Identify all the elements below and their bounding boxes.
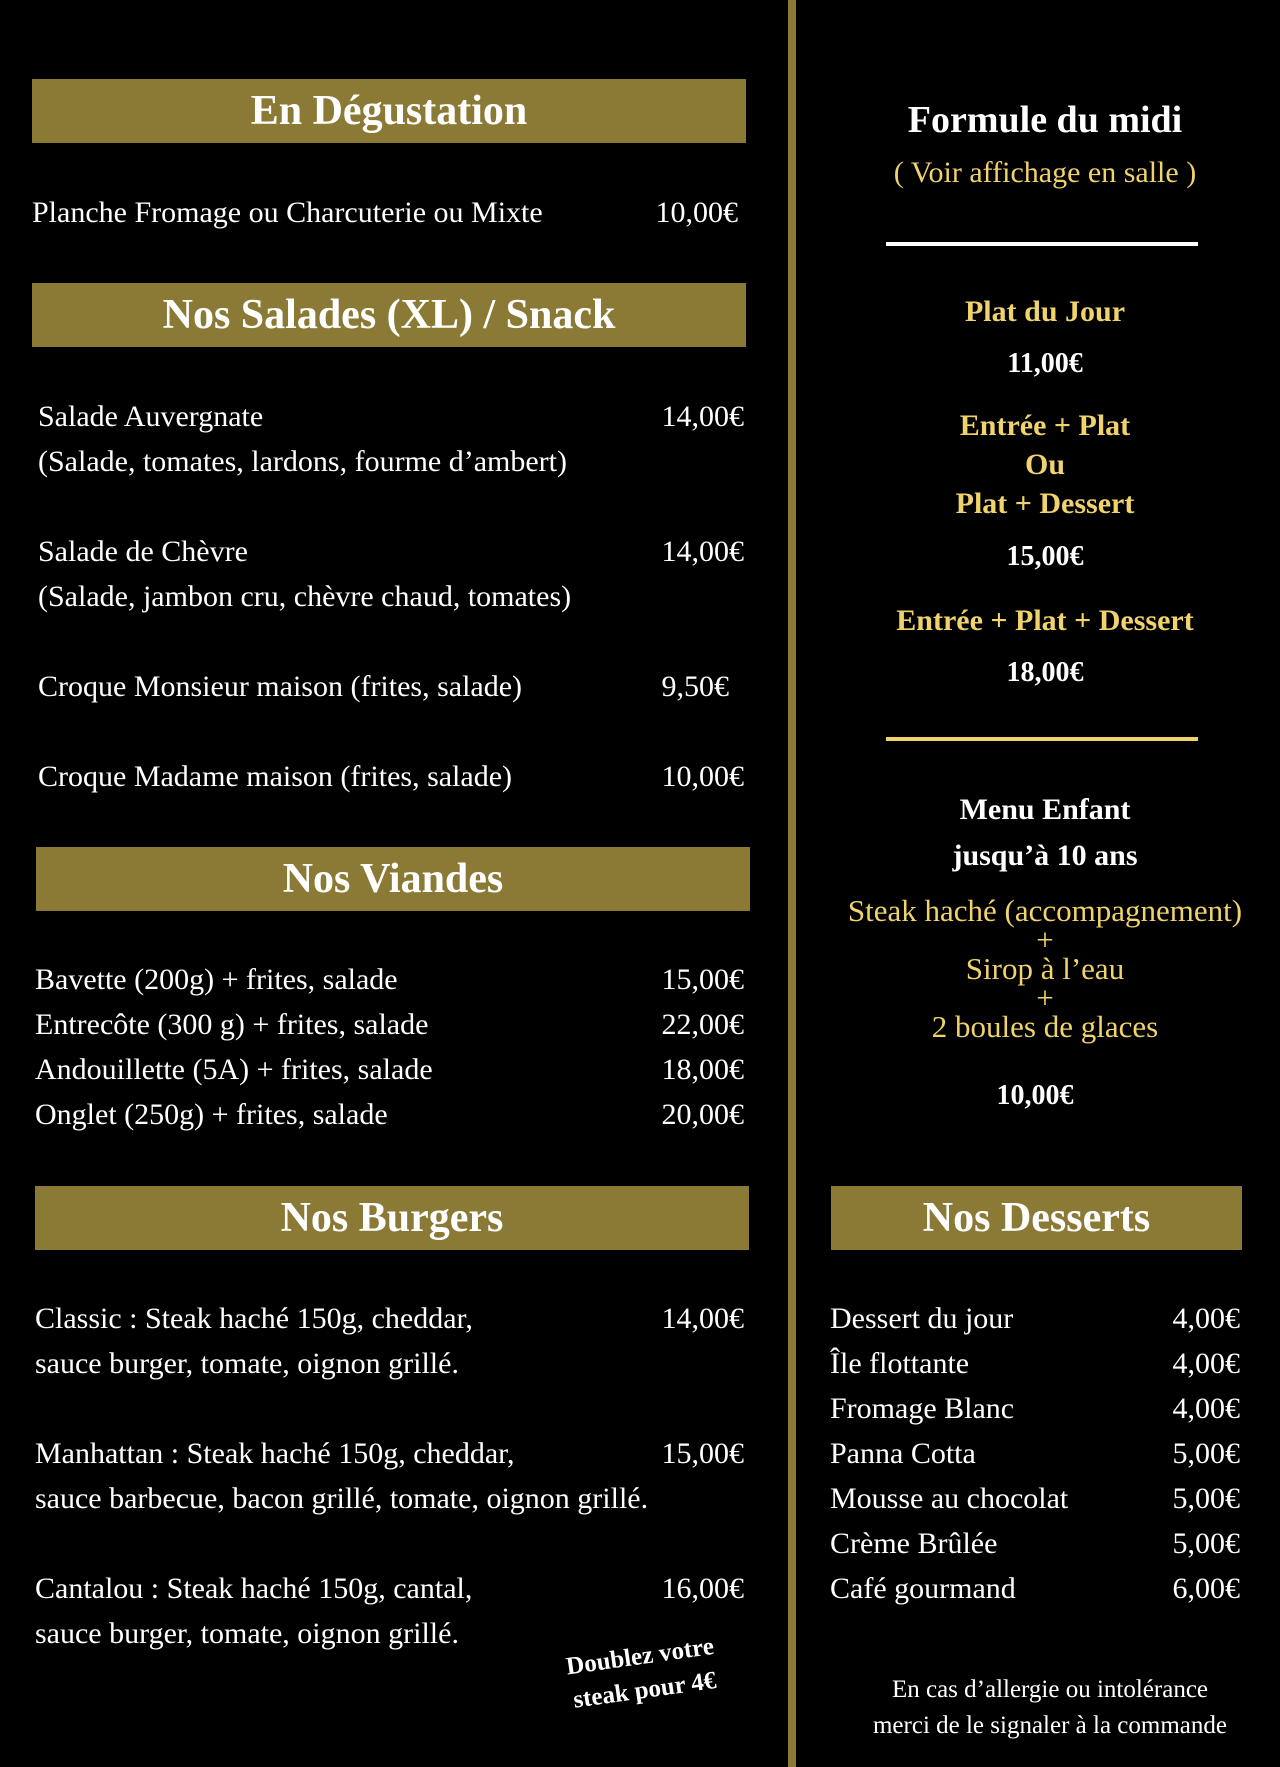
double-steak-note [564,1630,721,1718]
section-title: Nos Viandes [282,856,504,902]
menu-item-price: 10,00€ [661,760,744,793]
menu-item-price: 22,00€ [661,1008,744,1041]
menu-item-price: 10,00€ [655,196,738,229]
dessert-price: 4,00€ [1172,1392,1240,1425]
combo1-line: Plat + Dessert [955,487,1135,520]
plat-du-jour-label: Plat du Jour [964,295,1126,328]
dessert-name: Mousse au chocolat [830,1482,1069,1515]
menu-enfant-item: Sirop à l’eau [965,951,1125,986]
section-header-desserts [831,1186,1242,1250]
menu-enfant-title-line: Menu Enfant [959,793,1131,826]
menu-item-name: Salade Auvergnate [38,400,264,433]
burger-line-1: Manhattan : Steak haché 150g, cheddar, [35,1437,515,1470]
dessert-name: Crème Brûlée [830,1527,998,1560]
column-divider [788,0,796,1767]
menu-item-name: Salade de Chèvre [38,535,248,568]
menu-item-price: 9,50€ [661,670,729,703]
dessert-price: 5,00€ [1172,1437,1240,1470]
menu-item-name: Croque Madame maison (frites, salade) [38,760,513,793]
dessert-price: 5,00€ [1172,1482,1240,1515]
burger-line-1: Cantalou : Steak haché 150g, cantal, [35,1572,473,1605]
menu-enfant-item: Steak haché (accompagnement) [847,893,1243,928]
dessert-name: Panna Cotta [830,1437,976,1470]
separator-line [886,737,1198,741]
dessert-price: 4,00€ [1172,1302,1240,1335]
menu-item-price: 20,00€ [661,1098,744,1131]
plus-sign: + [1036,980,1054,1015]
combo1-line: Entrée + Plat [959,409,1131,442]
separator-line [886,242,1198,246]
section-header-burgers [35,1186,749,1250]
menu-item-description: (Salade, jambon cru, chèvre chaud, tomates) [38,580,572,613]
section-header-degustation [32,79,746,143]
dessert-price: 6,00€ [1172,1572,1240,1605]
menu-item-description: (Salade, tomates, lardons, fourme d’ambert) [38,445,567,478]
plus-sign: + [1036,922,1054,957]
allergy-line: merci de le signaler à la commande [872,1712,1227,1739]
section-title: En Dégustation [250,88,528,134]
burger-line-2: sauce burger, tomate, oignon grillé. [35,1617,459,1650]
menu-enfant-items [810,893,1280,1044]
combo1-label [810,406,1280,523]
section-title: Nos Desserts [922,1195,1151,1241]
burger-line-2: sauce barbecue, bacon grillé, tomate, oignon grillé. [35,1482,649,1515]
menu-item-name: Bavette (200g) + frites, salade [35,963,398,996]
menu-item-name: Onglet (250g) + frites, salade [35,1098,388,1131]
formule-title: Formule du midi [907,99,1183,141]
allergy-notice [830,1672,1270,1744]
dessert-name: Dessert du jour [830,1302,1014,1335]
allergy-line: En cas d’allergie ou intolérance [891,1676,1209,1703]
menu-enfant-price: 10,00€ [996,1080,1074,1111]
plat-du-jour-price: 11,00€ [1007,348,1083,379]
note-line: steak pour 4€ [571,1666,718,1714]
dessert-name: Café gourmand [830,1572,1016,1605]
menu-item-name: Entrecôte (300 g) + frites, salade [35,1008,429,1041]
menu-item-price: 15,00€ [661,963,744,996]
menu-item-price: 15,00€ [661,1437,744,1470]
dessert-price: 4,00€ [1172,1347,1240,1380]
menu-enfant-title-line: jusqu’à 10 ans [952,839,1138,872]
dessert-price: 5,00€ [1172,1527,1240,1560]
menu-item-price: 14,00€ [661,535,744,568]
menu-item-price: 18,00€ [661,1053,744,1086]
section-header-viandes [36,847,750,911]
dessert-name: Île flottante [830,1347,970,1380]
combo1-price: 15,00€ [1006,541,1084,572]
burger-line-2: sauce burger, tomate, oignon grillé. [35,1347,459,1380]
menu-item-name: Andouillette (5A) + frites, salade [35,1053,433,1086]
menu-item-price: 16,00€ [661,1572,744,1605]
menu-item-price: 14,00€ [661,400,744,433]
burger-line-1: Classic : Steak haché 150g, cheddar, [35,1302,473,1335]
combo1-line: Ou [1024,448,1066,481]
menu-item-name: Planche Fromage ou Charcuterie ou Mixte [32,196,543,229]
formule-subtitle: ( Voir affichage en salle ) [893,156,1197,189]
note-line: Doublez votre [564,1632,716,1681]
section-title: Nos Burgers [280,1195,504,1241]
menu-item-price: 14,00€ [661,1302,744,1335]
menu-enfant-item: 2 boules de glaces [931,1009,1159,1044]
section-header-salades [32,283,746,347]
menu-item-name: Croque Monsieur maison (frites, salade) [38,670,523,703]
combo2-label: Entrée + Plat + Dessert [896,604,1194,637]
section-title: Nos Salades (XL) / Snack [162,292,616,338]
menu-enfant-title [810,787,1280,879]
dessert-name: Fromage Blanc [830,1392,1015,1425]
combo2-price: 18,00€ [1006,657,1084,688]
